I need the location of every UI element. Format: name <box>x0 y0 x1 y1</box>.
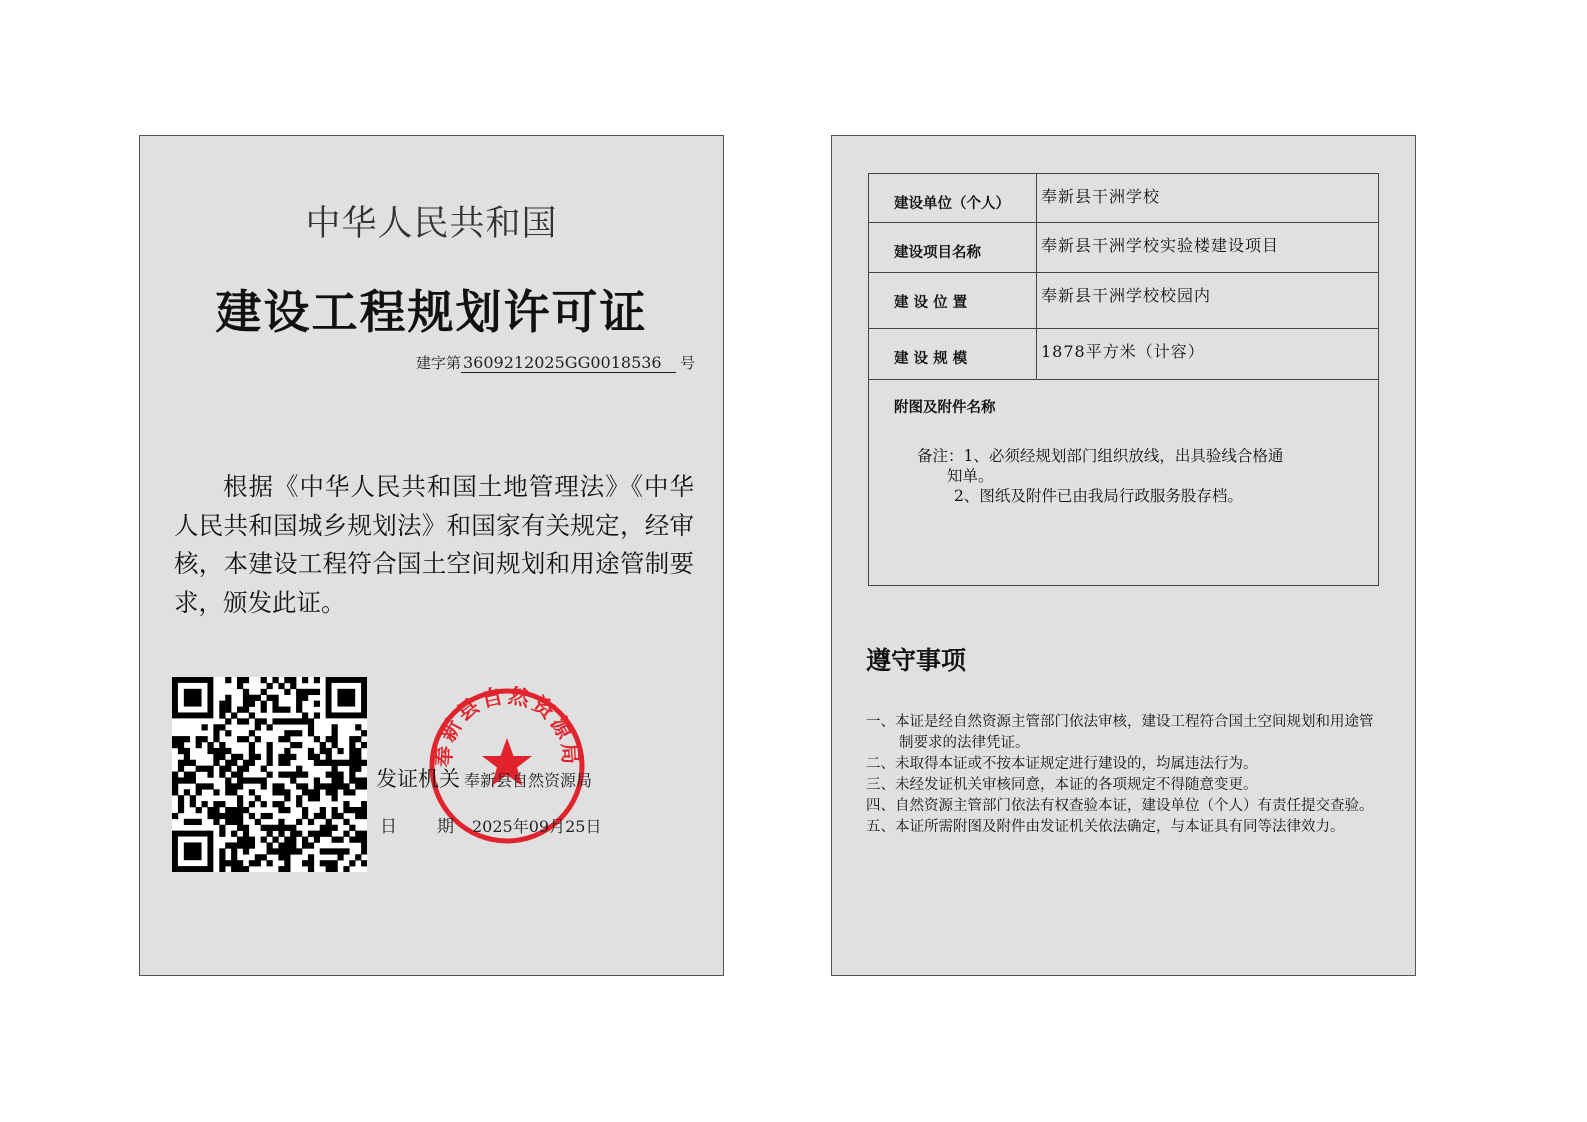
certificate-title: 建设工程规划许可证 <box>215 285 648 339</box>
row-value: 1878平方米（计容） <box>1041 342 1205 361</box>
list-item: 一、本证是经自然资源主管部门依法审核，建设工程符合国土空间规划和用途管制要求的法律凭证。 <box>866 714 1374 751</box>
date-label: 日期 <box>380 817 494 837</box>
number-suffix: 号 <box>679 354 695 372</box>
table-row <box>869 223 1378 273</box>
row-value: 奉新县干洲学校实验楼建设项目 <box>1041 236 1280 255</box>
attachments-cell <box>869 380 1378 585</box>
issue-date: 2025年09月25日 <box>472 817 602 836</box>
row-label: 建设单位（个人） <box>869 174 1037 222</box>
certificate-number: 3609212025GG0018536 <box>461 354 676 373</box>
number-prefix: 建字第 <box>415 354 461 372</box>
seal-text: 奉新县自然资源局 <box>431 686 583 768</box>
country-name: 中华人民共和国 <box>305 204 558 244</box>
certificate-number-row <box>416 352 695 373</box>
issuer-row <box>376 763 592 793</box>
table-row <box>869 174 1378 223</box>
certificate-front <box>139 135 724 976</box>
row-value: 奉新县干洲学校校园内 <box>1041 286 1212 305</box>
row-label: 建设项目名称 <box>869 223 1037 272</box>
rules-list <box>866 712 1386 838</box>
list-item: 五、本证所需附图及附件由发证机关依法确定，与本证具有同等法律效力。 <box>866 819 1345 835</box>
attachments-label: 附图及附件名称 <box>894 400 996 416</box>
remark-line-1: 备注：1、必须经规划部门组织放线，出具验线合格通 <box>917 447 1284 465</box>
qr-code <box>172 677 367 872</box>
rules-title: 遵守事项 <box>866 646 967 675</box>
issuer-value: 奉新县自然资源局 <box>464 771 593 790</box>
issuer-label: 发证机关 <box>376 767 460 791</box>
list-item: 三、未经发证机关审核同意，本证的各项规定不得随意变更。 <box>866 777 1258 793</box>
project-info-table <box>868 173 1379 586</box>
table-row <box>869 329 1378 380</box>
remark-line-1-cont: 知单。 <box>947 467 994 485</box>
date-row <box>380 812 601 837</box>
row-label: 建 设 规 模 <box>869 329 1037 379</box>
table-row <box>869 273 1378 329</box>
qr-code-icon <box>172 677 367 872</box>
row-label: 建 设 位 置 <box>869 273 1037 328</box>
remark-line-2: 2、图纸及附件已由我局行政服务股存档。 <box>954 487 1243 505</box>
certificate-back <box>831 135 1416 976</box>
row-value: 奉新县干洲学校 <box>1041 187 1161 206</box>
remarks <box>917 446 1377 506</box>
list-item: 二、未取得本证或不按本证规定进行建设的，均属违法行为。 <box>866 756 1258 772</box>
certificate-statement: 根据《中华人民共和国土地管理法》《中华人民共和国城乡规划法》和国家有关规定，经审核，本建设工程符合国土空间规划和用途管制要求，颁发此证。 <box>174 472 694 617</box>
list-item: 四、自然资源主管部门依法有权查验本证，建设单位（个人）有责任提交查验。 <box>866 798 1374 814</box>
